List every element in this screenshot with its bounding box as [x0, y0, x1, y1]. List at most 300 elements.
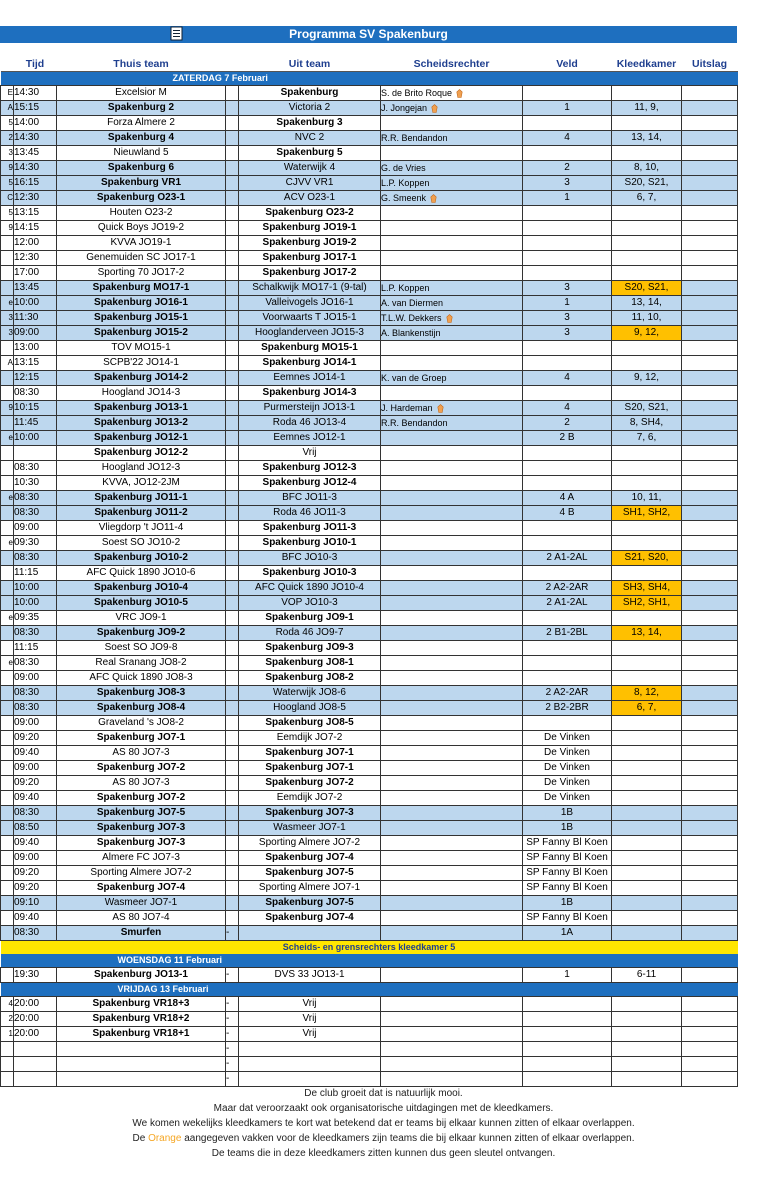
away-team: Waterwijk 4 [239, 161, 381, 176]
table-row [1, 836, 738, 851]
table-row [1, 626, 738, 641]
match-time: 12:30 [14, 251, 57, 266]
referee [381, 1012, 523, 1027]
field: 1 [523, 191, 612, 206]
table-row [1, 281, 738, 296]
referee [381, 431, 523, 446]
row-code [1, 968, 14, 983]
dressing-room: S21, S20, [612, 551, 682, 566]
dressing-room: SH3, SH4, [612, 581, 682, 596]
home-team: Spakenburg JO14-2 [57, 371, 226, 386]
referee [381, 596, 523, 611]
match-time: 09:00 [14, 761, 57, 776]
dressing-room [612, 1027, 682, 1042]
field: 2 B2-2BR [523, 701, 612, 716]
dash-cell [226, 476, 239, 491]
dressing-room [612, 896, 682, 911]
result [682, 371, 738, 386]
field [523, 997, 612, 1012]
away-team: AFC Quick 1890 JO10-4 [239, 581, 381, 596]
match-time: 14:30 [14, 131, 57, 146]
referee [381, 686, 523, 701]
result [682, 326, 738, 341]
dressing-room: 8, SH4, [612, 416, 682, 431]
table-row [1, 686, 738, 701]
field [523, 236, 612, 251]
result [682, 641, 738, 656]
referee [381, 656, 523, 671]
away-team: Eemnes JO12-1 [239, 431, 381, 446]
table-row [1, 821, 738, 836]
home-team: Houten O23-2 [57, 206, 226, 221]
table-row [1, 731, 738, 746]
dash-cell [226, 656, 239, 671]
dash-cell [226, 386, 239, 401]
result [682, 386, 738, 401]
table-row [1, 251, 738, 266]
match-time: 20:00 [14, 1012, 57, 1027]
dash-cell [226, 281, 239, 296]
referee [381, 146, 523, 161]
dressing-room: SH2, SH1, [612, 596, 682, 611]
referee [381, 446, 523, 461]
dressing-room: 13, 14, [612, 131, 682, 146]
row-code: 2 [1, 131, 14, 146]
dressing-room [612, 236, 682, 251]
referee [381, 581, 523, 596]
referee [381, 536, 523, 551]
field [523, 656, 612, 671]
footer-line: Maar dat veroorzaakt ook organisatorische uitdagingen met de kleedkamers. [213, 1103, 554, 1114]
home-team: Spakenburg 6 [57, 161, 226, 176]
row-code [1, 881, 14, 896]
match-time: 09:30 [14, 536, 57, 551]
away-team: Spakenburg JO12-4 [239, 476, 381, 491]
away-team: Wasmeer JO7-1 [239, 821, 381, 836]
match-time: 15:15 [14, 101, 57, 116]
row-code [1, 566, 14, 581]
result [682, 176, 738, 191]
referee [381, 566, 523, 581]
away-team: Spakenburg JO9-3 [239, 641, 381, 656]
match-time: 10:00 [14, 596, 57, 611]
row-code: e [1, 611, 14, 626]
home-team: Spakenburg JO10-5 [57, 596, 226, 611]
referee [381, 866, 523, 881]
away-team [239, 926, 381, 941]
home-team: KVVA JO19-1 [57, 236, 226, 251]
row-code [1, 821, 14, 836]
date-bar-friday [1, 983, 738, 997]
table-row [1, 806, 738, 821]
dressing-room [612, 386, 682, 401]
dressing-room [612, 746, 682, 761]
referee [381, 836, 523, 851]
result [682, 191, 738, 206]
dressing-room: 8, 12, [612, 686, 682, 701]
field [523, 1012, 612, 1027]
field: 2 [523, 161, 612, 176]
result [682, 596, 738, 611]
away-team [239, 1042, 381, 1057]
dressing-room [612, 251, 682, 266]
home-team: Sporting Almere JO7-2 [57, 866, 226, 881]
dash-cell [226, 866, 239, 881]
table-row [1, 1057, 738, 1072]
field: 2 [523, 416, 612, 431]
field: 2 A2-2AR [523, 686, 612, 701]
referee [381, 476, 523, 491]
away-team: Spakenburg JO10-1 [239, 536, 381, 551]
table-row [1, 911, 738, 926]
away-team: VOP JO10-3 [239, 596, 381, 611]
table-row [1, 866, 738, 881]
table-row [1, 191, 738, 206]
home-team: Spakenburg JO15-2 [57, 326, 226, 341]
match-time: 09:20 [14, 866, 57, 881]
away-team: NVC 2 [239, 131, 381, 146]
dash-cell [226, 731, 239, 746]
match-time: 13:15 [14, 356, 57, 371]
field [523, 386, 612, 401]
referee-whistle-icon [430, 194, 437, 203]
field [523, 251, 612, 266]
dash-cell [226, 701, 239, 716]
away-team: Roda 46 JO11-3 [239, 506, 381, 521]
away-team: Spakenburg JO7-5 [239, 866, 381, 881]
home-team: AS 80 JO7-4 [57, 911, 226, 926]
home-team [57, 1057, 226, 1072]
home-team: Spakenburg JO13-1 [57, 401, 226, 416]
row-code: 9 [1, 401, 14, 416]
dash-cell: - [226, 1042, 239, 1057]
away-team: Spakenburg O23-2 [239, 206, 381, 221]
row-code [1, 911, 14, 926]
field: 2 B1-2BL [523, 626, 612, 641]
home-team: AFC Quick 1890 JO10-6 [57, 566, 226, 581]
dash-cell [226, 506, 239, 521]
result [682, 866, 738, 881]
result [682, 341, 738, 356]
referee [381, 896, 523, 911]
home-team: SCPB'22 JO14-1 [57, 356, 226, 371]
match-time: 08:30 [14, 686, 57, 701]
match-time: 09:00 [14, 326, 57, 341]
away-team: DVS 33 JO13-1 [239, 968, 381, 983]
result [682, 236, 738, 251]
away-team: ACV O23-1 [239, 191, 381, 206]
home-team: Graveland 's JO8-2 [57, 716, 226, 731]
match-time: 13:00 [14, 341, 57, 356]
referee [381, 626, 523, 641]
field: De Vinken [523, 776, 612, 791]
result [682, 251, 738, 266]
row-code [1, 731, 14, 746]
field: 4 [523, 401, 612, 416]
dressing-room [612, 671, 682, 686]
table-row [1, 416, 738, 431]
match-time: 11:30 [14, 311, 57, 326]
field [523, 341, 612, 356]
home-team: Spakenburg VR18+3 [57, 997, 226, 1012]
field [523, 356, 612, 371]
row-code: 3 [1, 326, 14, 341]
referee [381, 1042, 523, 1057]
row-code [1, 506, 14, 521]
table-row [1, 881, 738, 896]
dressing-room [612, 1012, 682, 1027]
footer-line: We komen wekelijks kleedkamers te kort wat betekend dat er teams bij elkaar kunnen zitten of elkaar overlappen. [132, 1118, 635, 1129]
match-time: 14:15 [14, 221, 57, 236]
dash-cell [226, 416, 239, 431]
match-time: 08:30 [14, 701, 57, 716]
dressing-room [612, 446, 682, 461]
match-time: 09:40 [14, 791, 57, 806]
row-code [1, 866, 14, 881]
row-code [1, 626, 14, 641]
match-time: 10:15 [14, 401, 57, 416]
table-row [1, 266, 738, 281]
home-team: Spakenburg JO8-3 [57, 686, 226, 701]
field: 1B [523, 806, 612, 821]
referee: A. van Diermen [381, 296, 523, 311]
dash-cell [226, 161, 239, 176]
dash-cell [226, 746, 239, 761]
result [682, 551, 738, 566]
header-row [1, 57, 738, 72]
row-code [1, 236, 14, 251]
dressing-room [612, 476, 682, 491]
away-team: Spakenburg JO7-5 [239, 896, 381, 911]
home-team: Spakenburg JO7-4 [57, 881, 226, 896]
dressing-room [612, 641, 682, 656]
table-row [1, 236, 738, 251]
dash-cell [226, 131, 239, 146]
row-code: 5 [1, 176, 14, 191]
result [682, 146, 738, 161]
header-away: Uit team [239, 57, 381, 72]
table-row [1, 101, 738, 116]
row-code: e [1, 656, 14, 671]
table-row [1, 326, 738, 341]
home-team: Spakenburg JO13-1 [57, 968, 226, 983]
referee [381, 911, 523, 926]
home-team: Spakenburg JO11-2 [57, 506, 226, 521]
home-team: Wasmeer JO7-1 [57, 896, 226, 911]
table-row [1, 476, 738, 491]
table-row [1, 491, 738, 506]
field: 3 [523, 311, 612, 326]
dressing-room [612, 716, 682, 731]
home-team: VRC JO9-1 [57, 611, 226, 626]
row-code: 5 [1, 116, 14, 131]
dash-cell [226, 191, 239, 206]
table-row [1, 671, 738, 686]
field: 2 A1-2AL [523, 596, 612, 611]
dash-cell [226, 536, 239, 551]
dressing-room [612, 1042, 682, 1057]
referee: R.R. Bendandon [381, 416, 523, 431]
result [682, 461, 738, 476]
home-team [57, 1072, 226, 1087]
row-code: 5 [1, 206, 14, 221]
referee [381, 791, 523, 806]
home-team: Genemuiden SC JO17-1 [57, 251, 226, 266]
referee [381, 221, 523, 236]
dressing-room: 11, 10, [612, 311, 682, 326]
row-code [1, 1057, 14, 1072]
referee: R.R. Bendandon [381, 131, 523, 146]
table-row [1, 968, 738, 983]
home-team: Spakenburg O23-1 [57, 191, 226, 206]
match-time: 14:00 [14, 116, 57, 131]
away-team: Voorwaarts T JO15-1 [239, 311, 381, 326]
result [682, 521, 738, 536]
home-team: Spakenburg JO9-2 [57, 626, 226, 641]
header-home: Thuis team [57, 57, 226, 72]
field: 1A [523, 926, 612, 941]
away-team: Vrij [239, 1012, 381, 1027]
dash-cell [226, 611, 239, 626]
table-row [1, 131, 738, 146]
result [682, 281, 738, 296]
table-row [1, 997, 738, 1012]
table-row [1, 521, 738, 536]
table-row [1, 551, 738, 566]
result [682, 836, 738, 851]
result [682, 86, 738, 101]
match-time: 08:30 [14, 926, 57, 941]
away-team: Spakenburg JO7-2 [239, 776, 381, 791]
result [682, 911, 738, 926]
field: 4 [523, 131, 612, 146]
dash-cell [226, 551, 239, 566]
dressing-room [612, 611, 682, 626]
dressing-room [612, 851, 682, 866]
field: 1B [523, 821, 612, 836]
dash-cell [226, 566, 239, 581]
table-row [1, 1072, 738, 1087]
field: SP Fanny Bl Koen [523, 911, 612, 926]
footer-line [0, 1131, 767, 1146]
table-row [1, 896, 738, 911]
result [682, 431, 738, 446]
row-code [1, 716, 14, 731]
referee [381, 806, 523, 821]
row-code [1, 521, 14, 536]
referee [381, 116, 523, 131]
referee [381, 716, 523, 731]
table-row [1, 791, 738, 806]
table-row [1, 431, 738, 446]
dressing-room [612, 341, 682, 356]
away-team: Spakenburg JO17-2 [239, 266, 381, 281]
dash-cell [226, 896, 239, 911]
home-team: KVVA, JO12-2JM [57, 476, 226, 491]
date-bar-saturday [1, 72, 738, 86]
away-team: Valleivogels JO16-1 [239, 296, 381, 311]
table-row [1, 746, 738, 761]
field: 2 A2-2AR [523, 581, 612, 596]
referee [381, 86, 523, 101]
table-row [1, 446, 738, 461]
result [682, 446, 738, 461]
home-team: Forza Almere 2 [57, 116, 226, 131]
date-bar-friday-label: VRIJDAG 13 Februari [1, 983, 738, 997]
field: 1B [523, 896, 612, 911]
table-row [1, 206, 738, 221]
dash-cell [226, 356, 239, 371]
away-team: Spakenburg JO19-1 [239, 221, 381, 236]
away-team: Sporting Almere JO7-1 [239, 881, 381, 896]
match-time: 20:00 [14, 1027, 57, 1042]
home-team: Spakenburg JO7-2 [57, 791, 226, 806]
row-code [1, 281, 14, 296]
referee: L.P. Koppen [381, 176, 523, 191]
away-team: Spakenburg MO15-1 [239, 341, 381, 356]
field: 1 [523, 968, 612, 983]
home-team: Spakenburg JO10-4 [57, 581, 226, 596]
result [682, 401, 738, 416]
result [682, 656, 738, 671]
home-team: Spakenburg JO12-2 [57, 446, 226, 461]
dressing-room: S20, S21, [612, 281, 682, 296]
field: 4 B [523, 506, 612, 521]
away-team: Eemnes JO14-1 [239, 371, 381, 386]
result [682, 776, 738, 791]
row-code [1, 686, 14, 701]
field [523, 476, 612, 491]
referee [381, 611, 523, 626]
row-code [1, 596, 14, 611]
dash-cell [226, 491, 239, 506]
referee [381, 101, 523, 116]
match-time: 09:20 [14, 731, 57, 746]
row-code [1, 1042, 14, 1057]
table-row [1, 641, 738, 656]
dash-cell [226, 851, 239, 866]
away-team: Victoria 2 [239, 101, 381, 116]
date-bar-wednesday-label: WOENSDAG 11 Februari [1, 954, 738, 968]
away-team: Hooglanderveen JO15-3 [239, 326, 381, 341]
match-time: 13:45 [14, 281, 57, 296]
away-team [239, 1057, 381, 1072]
row-code: 9 [1, 161, 14, 176]
dash-cell [226, 686, 239, 701]
result [682, 161, 738, 176]
header-result: Uitslag [682, 57, 738, 72]
row-code [1, 761, 14, 776]
table-row [1, 221, 738, 236]
row-code: 3 [1, 146, 14, 161]
home-team: Excelsior M [57, 86, 226, 101]
result [682, 791, 738, 806]
dash-cell [226, 341, 239, 356]
away-team: Roda 46 JO13-4 [239, 416, 381, 431]
field: 1 [523, 296, 612, 311]
result [682, 851, 738, 866]
match-time: 13:45 [14, 146, 57, 161]
referee [381, 356, 523, 371]
referee [381, 461, 523, 476]
home-team: Spakenburg JO15-1 [57, 311, 226, 326]
referee: L.P. Koppen [381, 281, 523, 296]
result [682, 566, 738, 581]
match-time: 13:15 [14, 206, 57, 221]
field: 3 [523, 281, 612, 296]
away-team: Spakenburg JO8-1 [239, 656, 381, 671]
match-time: 09:35 [14, 611, 57, 626]
